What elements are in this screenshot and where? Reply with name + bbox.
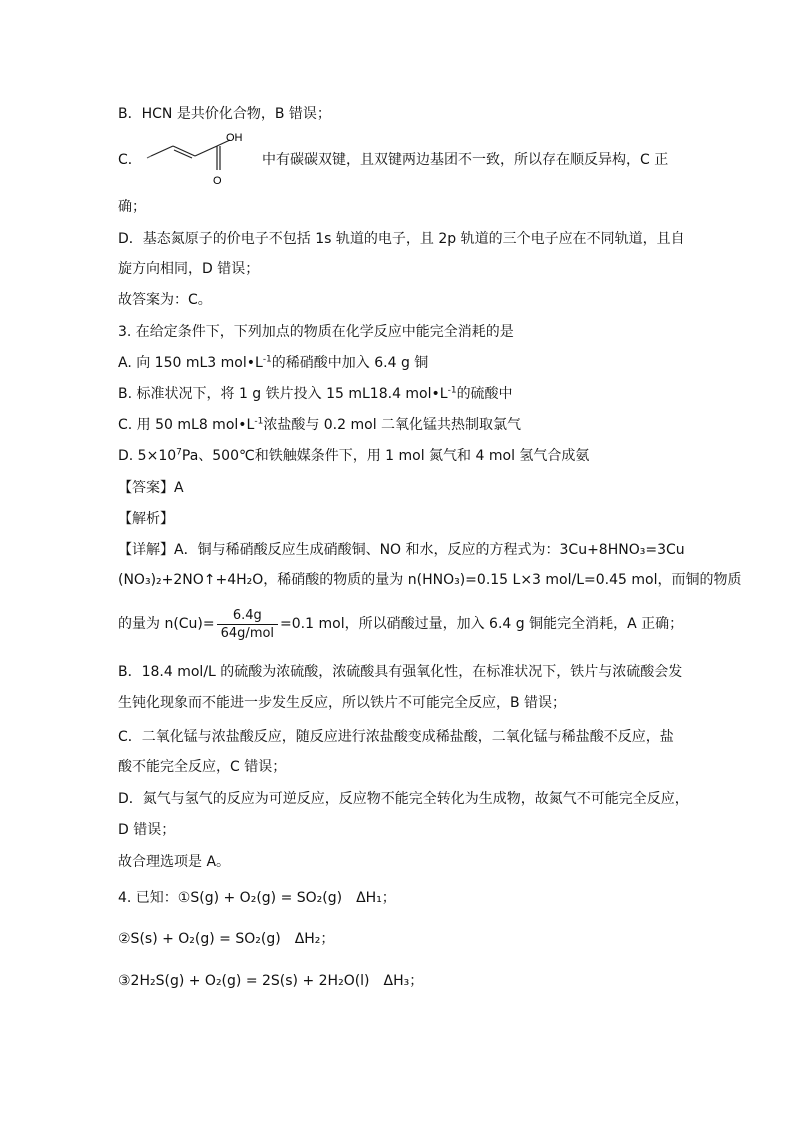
option-b <box>118 384 513 404</box>
text-line <box>118 150 142 170</box>
oh-label: OH <box>226 132 243 144</box>
text-line: 故答案为：C。 <box>118 292 212 308</box>
option-text: 浓盐酸与 0.2 mol 二氧化锰共热制取氯气 <box>263 417 522 433</box>
superscript: -1 <box>254 416 264 427</box>
bond <box>151 146 173 156</box>
option-text: B. 标准状况下，将 1 g 铁片投入 15 mL18.4 mol•L <box>118 386 448 402</box>
bond <box>195 146 217 156</box>
text-segment: =0.1 mol，所以硝酸过量，加入 6.4 g 铜能完全消耗，A 正确； <box>280 616 684 632</box>
option-d <box>118 446 589 466</box>
option-a <box>118 353 428 373</box>
text-line: D．基态氮原子的价电子不包括 1s 轨道的电子，且 2p 轨道的三个电子应在不同轨道，且自 <box>118 231 685 247</box>
denominator: 64g/mol <box>220 625 275 641</box>
text-line: 故合理选项是 A。 <box>118 854 231 870</box>
o-label: O <box>213 175 222 187</box>
superscript: -1 <box>262 354 272 365</box>
text-line: C．二氧化锰与浓盐酸反应，随反应进行浓盐酸变成稀盐酸，二氧化锰与稀盐酸不反应，盐 <box>118 729 674 745</box>
equation-line: ③2H₂S(g) + O₂(g) = 2S(s) + 2H₂O(l) ΔH₃； <box>118 973 424 989</box>
question-stem: 4. 已知：①S(g) + O₂(g) = SO₂(g) ΔH₁； <box>118 890 396 906</box>
text-line: 旋方向相同，D 错误； <box>118 261 260 277</box>
text-line: B．18.4 mol/L 的硫酸为浓硫酸，浓硫酸具有强氧化性，在标准状况下，铁片与浓硫酸会发 <box>118 664 683 680</box>
text-line: (NO₃)₂+2NO↑+4H₂O，稀硝酸的物质的量为 n(HNO₃)=0.15 L×3 mol/L=0.45 mol，而铜的物质 <box>118 572 742 588</box>
superscript: -1 <box>447 385 457 396</box>
text-line: 酸不能完全反应，C 错误； <box>118 759 287 775</box>
equation-line: ②S(s) + O₂(g) = SO₂(g) ΔH₂； <box>118 931 335 947</box>
option-text: C. 用 50 mL8 mol•L <box>118 417 255 433</box>
text-line: 【详解】A．铜与稀硝酸反应生成硝酸铜、NO 和水，反应的方程式为：3Cu+8HNO₃=3Cu <box>118 542 685 558</box>
text-line: 确； <box>118 199 146 215</box>
text-line: B．HCN 是共价化合物，B 错误； <box>118 106 331 122</box>
text-line: D．氮气与氢气的反应为可逆反应，反应物不能完全转化为生成物，故氮气不可能完全反应， <box>118 791 689 807</box>
option-text: Pa、500℃和铁触媒条件下，用 1 mol 氮气和 4 mol 氢气合成氨 <box>181 448 590 464</box>
crotonic-acid-structure <box>145 128 260 190</box>
text-line: 中有碳碳双键，且双键两边基团不一致，所以存在顺反异构，C 正 <box>262 152 669 168</box>
text-line <box>118 606 683 642</box>
superscript: 7 <box>176 447 182 458</box>
option-text: D. 5×10 <box>118 448 177 464</box>
answer-label: 【答案】A <box>118 480 184 496</box>
option-label: C． <box>118 152 142 168</box>
analysis-label: 【解析】 <box>118 511 174 527</box>
fraction <box>217 607 278 642</box>
option-text: A. 向 150 mL3 mol•L <box>118 355 263 371</box>
option-text: 的稀硝酸中加入 6.4 g 铜 <box>271 355 429 371</box>
text-line: D 错误； <box>118 822 176 838</box>
numerator: 6.4g <box>217 607 278 625</box>
text-line: 生钝化现象而不能进一步发生反应，所以铁片不可能完全反应，B 错误； <box>118 695 567 711</box>
option-c <box>118 415 521 435</box>
question-stem: 3. 在给定条件下，下列加点的物质在化学反应中能完全消耗的是 <box>118 324 514 340</box>
option-text: 的硫酸中 <box>456 386 513 402</box>
text-segment: 的量为 n(Cu)= <box>118 616 215 632</box>
